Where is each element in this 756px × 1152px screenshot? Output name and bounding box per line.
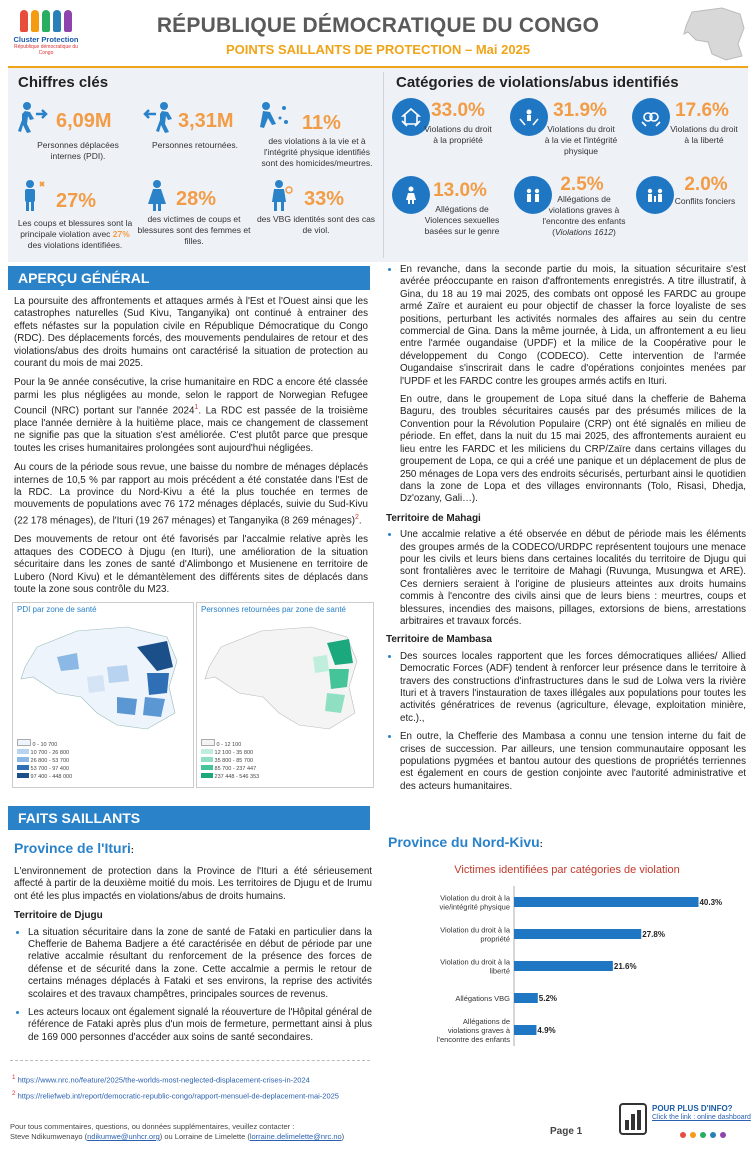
violation-bar-chart [384,880,750,1050]
more-info-title: POUR PLUS D'INFO? [652,1104,733,1113]
kf-injury-desc: Les coups et blessures sont la principale violation avec 27% des violations identifiées. [17,218,133,250]
ituri-section [14,866,372,1050]
dashboard-icon[interactable] [618,1102,650,1138]
liberty-icon [632,98,670,136]
kf-gbv-value: 33% [304,188,345,210]
kf-idp-value: 6,09M [56,110,112,132]
overview-p2: Pour la 9e année consécutive, la crise humanitaire en RDC a encore été classée parmi les plus négligées au monde, selon le rapport de Norwegian Refugee Council (NRC) portant sur l'année 2024$^1$. La RDC est passée de la troisième place l'année dernière à la huitième place, mais ce changement de classement ne signifie pas que la situation s'est améliorée. C'est plutôt parce que presque toutes les crises humanitaires prolongées sont aujourd'hui négligées. [14,377,368,454]
kf-homicide-value: 11% [302,112,341,134]
cat-land-value: 2.0% [684,174,728,195]
returnee-icon [142,100,176,134]
chart-bar [514,993,538,1003]
overview-p4: Des mouvements de retour ont été favorisés par l'accalmie relative après les attaques des CODECO à Djugu (en Ituri), une amélioration de la situation sécuritaire dans les zones de santé d'Alimbongo et Musienene en territoire de Lubero (Nord Kivu) et le démantèlement des différents sites de déplacés dans toute la zone sous contrôle du M23. [14,534,368,596]
contact-line-2: Steve Ndikumwenayo (ndikumwe@unhcr.org) ou Lorraine de Limelette (lorraine.delimelette@nrc.no) [10,1132,345,1141]
chart-category-label: Allégations de violations graves à l'encontre des enfants [436,1017,510,1044]
chart-value-label: 27.8% [642,930,665,939]
chart-category-label: Violation du droit à la vie/intégrité physique [439,893,510,912]
kf-homicide-desc: des violations à la vie et à l'intégrité physique identifiés sont des homicides/meurtres. [261,136,373,168]
returnee-map [196,602,374,788]
chart-value-label: 21.6% [613,962,637,971]
nord-kivu-title: Province du Nord-Kivu: [388,834,543,850]
ituri-title: Province de l'Ituri: [14,840,134,856]
footnote-divider [10,1060,370,1061]
idp-map [12,602,194,788]
cat-property-value: 33.0% [431,100,485,121]
footer-contact [10,1122,410,1142]
djugu-bullet-2: • Les acteurs locaux ont également signalé la réouverture de l'Hôpital général de référence de Fataki après plus d'un mois de fermeture, permettant ainsi à plus de 169 000 personnes d'accéder aux soins de santé secondaires. [28,1007,372,1044]
key-figures-heading: Chiffres clés [18,74,109,91]
life-icon [510,98,548,136]
overview-p1: La poursuite des affrontements et attaques armés à l'Est et l'Ouest ainsi que les catastrophes naturelles (Sud Kivu, Tanganyika) ont continué à entrainer des effets néfastes sur la population civile en République Démocratique du Congo (RDC). Des déplacements forcés, des mouvements pendulaires de retour et des violations/abus des droits humains ont caractérisé la situation de protection au courant du mois de mai 2025. [14,296,368,370]
injury-icon [14,178,48,212]
cat-life-desc: Violations du droit à la vie et l'intégrité physique [544,124,618,156]
chart-category-label: Violation du droit à la propriété [440,925,510,944]
page-subtitle: POINTS SAILLANTS DE PROTECTION – Mai 2025 [225,42,531,57]
returnee-map-shape [201,617,369,737]
chart-category-label: Allégations VBG [455,994,510,1003]
women-icon [140,178,174,212]
kf-returnee-value: 3,31M [178,110,234,132]
kf-injury-value: 27% [56,190,97,212]
mahagi-title: Territoire de Mahagi [386,512,481,524]
cat-liberty-desc: Violations du droit à la liberté [670,124,738,145]
lopa-paragraph: En outre, dans le groupement de Lopa situé dans la chefferie de Bahema Baguru, des troubles sécuritaires causés par des présumés milices de la Convention pour la Révolution Populaire (CRP) ont été signalés en milieu de période. En effet, dans la nuit du 15 mai 2025, des affrontements auraient eu lieu entre les FARDC et les miliciens du CRP/Zaïre dans certains villages du groupement de Lopa, ce qui a créé une panique et un déplacement de plus de 250 ménages de Lopa vers des endroits sécurisés, perturbant ainsi le quotidien dans la zone de Lopa et des villages environnants (Tolo, Risasi, Dhedja, Dz'ozany, Gali…). [400,394,746,505]
contact-line-1: Pour tous commentaires, questions, ou données supplémentaires, veuillez contacter : [10,1122,295,1131]
drc-map-icon [682,4,752,62]
footnote-1: $^1$ https://www.nrc.no/feature/2025/the-worlds-most-neglected-displacement-crises-in-2024 [12,1074,310,1085]
color-dots [680,1132,726,1138]
cat-property-desc: Violations du droit à la propriété [424,124,492,145]
returnee-map-legend: 0 - 12 100 12 100 - 35 800 35 800 - 85 700 85 700 - 237 447 237 448 - 546 353 [201,739,259,781]
chart-title: Victimes identifiées par catégories de violation [454,864,680,876]
email-link-1[interactable]: ndikumwe@unhcr.org [87,1132,160,1141]
djugu-bullet-1: • La situation sécuritaire dans la zone de santé de Fataki en particulier dans la Chefferie de Bahema Badjere a été caractérisée en début de période par une relative accalmie résultant du renforcement de la présence des forces de défense et de sécurité dans la zone. Cette accalmie a permis le retour de certains ménages déplacés à Fataki et ses environs, la reprise des activités scolaires et des travaux champêtres, principales sources de revenus. [28,927,372,1001]
kf-women-desc: des victimes de coups et blessures sont des femmes et filles. [137,214,251,246]
chart-bar [514,1025,536,1035]
mambasa-bullet-2: • En outre, la Chefferie des Mambasa a connu une tension interne du fait de crises de succession. Par ailleurs, une tension communautaire opposant les populations pygmées et bantou autour des questions de propriétés terriennes est également en cours de gestion conjointe avec l'autorité administrative et des acteurs humanitaires. [400,731,746,793]
cat-land-desc: Conflits fonciers [674,196,736,206]
mambasa-title: Territoire de Mambasa [386,634,492,646]
djugu-title: Territoire de Djugu [14,910,103,922]
logo-subtext: République démocratique du Congo [14,44,78,56]
chart-value-label: 5.2% [538,994,558,1003]
cat-children-value: 2.5% [560,174,604,195]
cat-gbv-value: 13.0% [433,180,487,201]
cat-children-desc: Allégations de violations graves à l'encontre des enfants (Violations 1612) [542,194,626,237]
right-column-text [386,264,746,799]
chart-value-label: 4.9% [537,1026,556,1035]
page-title: RÉPUBLIQUE DÉMOCRATIQUE DU CONGO [156,14,600,37]
dashboard-link[interactable]: Click the link : online dashboard [652,1114,751,1121]
chart-bar [514,961,613,971]
logo-text: Cluster Protection [13,35,79,44]
overview-p3: Au cours de la période sous revue, une baisse du nombre de ménages déplacés internes de 10,5 % par rapport au mois précédent a été constatée dans l'Est de la RDC. La province du Nord-Kivu a été la plus touchée en termes de mouvements de populations avec 76 172 ménages déplacés, suivie du Sud-Kivu (22 178 ménages), de l'Ituri (19 267 ménages) et Tanganyika (8 269 ménages)$^2$. [14,462,368,527]
page-number: Page 1 [550,1126,583,1137]
chart-bar [514,897,698,907]
highlights-heading: FAITS SAILLANTS [8,806,370,830]
gbv-icon [262,178,296,212]
kf-women-value: 28% [176,188,217,210]
panel-divider [383,72,384,258]
chart-category-label: Violation du droit à la liberté [440,957,510,976]
email-link-2[interactable]: lorraine.delimelette@nrc.no [249,1132,342,1141]
footnote-2: $^2$ https://reliefweb.int/report/democratic-republic-congo/rapport-mensuel-de-deplacement-mai-2025 [12,1090,339,1101]
overview-heading: APERÇU GÉNÉRAL [8,266,370,290]
idp-map-shape [17,617,189,737]
overview-text [14,296,368,603]
djugu-bullet-3: • En revanche, dans la seconde partie du mois, la situation sécuritaire s'est avérée préoccupante en raison d'affrontements enregistrés. A titre illustratif, à Gina, du 18 au 19 mai 2025, des combats ont opposé les FARDC au groupe armé Zaïre et auraient eu pour objectif de chasser la force loyaliste de ses positions, perturbant les activités normales des affaires au sein du centre commercial de Gina. Dans la même journée, à Lida, un affrontement a eu lieu entre l'armée ougandaise (UPDF) et la milice de la Coopérative pour le développement du Congo (CODECO). Cette intervention de l'armée Ougandaise s'inscrirait dans le cadre d'opérations conjointes menées par l'UPDF et les FARDC contre les groupes armés actifs en Ituri. [400,264,746,388]
idp-map-legend: 0 - 10 700 10 700 - 26 800 26 800 - 53 700 53 700 - 97 400 97 400 - 448 000 [17,739,72,781]
cat-liberty-value: 17.6% [675,100,729,121]
returnee-map-title: Personnes retournées par zone de santé [201,605,346,614]
kf-idp-desc: Personnes déplacées internes (PDI). [37,140,119,161]
displaced-person-icon [16,100,50,134]
ituri-paragraph: L'environnement de protection dans la Province de l'Ituri a été sérieusement affecté à partir de la deuxième moitié du mois. Les territoires de Djugu et de Irumu ont été les plus impactés en violations/abus de droits humains. [14,866,372,902]
footnote-2-link[interactable]: https://reliefweb.int/report/democratic-republic-congo/rapport-mensuel-de-deplacement-mai-2025 [17,1091,339,1101]
footnote-1-link[interactable]: https://www.nrc.no/feature/2025/the-worlds-most-neglected-displacement-crises-in-2024 [17,1075,310,1085]
chart-bar [514,929,641,939]
chart-value-label: 40.3% [699,898,723,907]
mahagi-bullet-1: • Une accalmie relative a été observée en début de période mais les éléments des groupes armés de la CODECO/URDPC représentent toujours une menace pour les civils et leurs biens dans certaines localités du territoire de Djugu qui sont frontalières avec le territoire de Mahagi (Ruvunga, Musungwa et ARE). Ces derniers seraient à l'origine de plusieurs atteintes aux droits humains commis à l'encontre des civils ainsi que de leurs biens : meurtres, coups et blessures, incendies des maisons, pillages, extorsions de biens, arrestations arbitraires et travaux forcés. [400,529,746,628]
idp-map-title: PDI par zone de santé [17,605,97,614]
kf-gbv-desc: des VBG identités sont des cas de viol. [256,214,376,235]
homicide-icon [258,98,292,132]
cat-life-value: 31.9% [553,100,607,121]
mambasa-bullet-1: • Des sources locales rapportent que les forces démocratiques alliées/ Allied Democratic Forces (ADF) tendent à renforcer leur présence dans le territoire à travers des constructions d'infrastructures dans le sud de Lolwa vers la rivière Ituri et à travers l'instauration de taxes illégales aux populations pour toutes les activités génératrices de revenus (agriculture, élevage, exploitation minière, etc.)., [400,651,746,725]
categories-heading: Catégories de violations/abus identifiés [396,74,679,91]
cat-gbv-desc: Allégations de Violences sexuelles basées sur le genre [424,204,500,236]
land-icon [636,176,674,214]
kf-returnee-desc: Personnes retournées. [152,140,238,150]
